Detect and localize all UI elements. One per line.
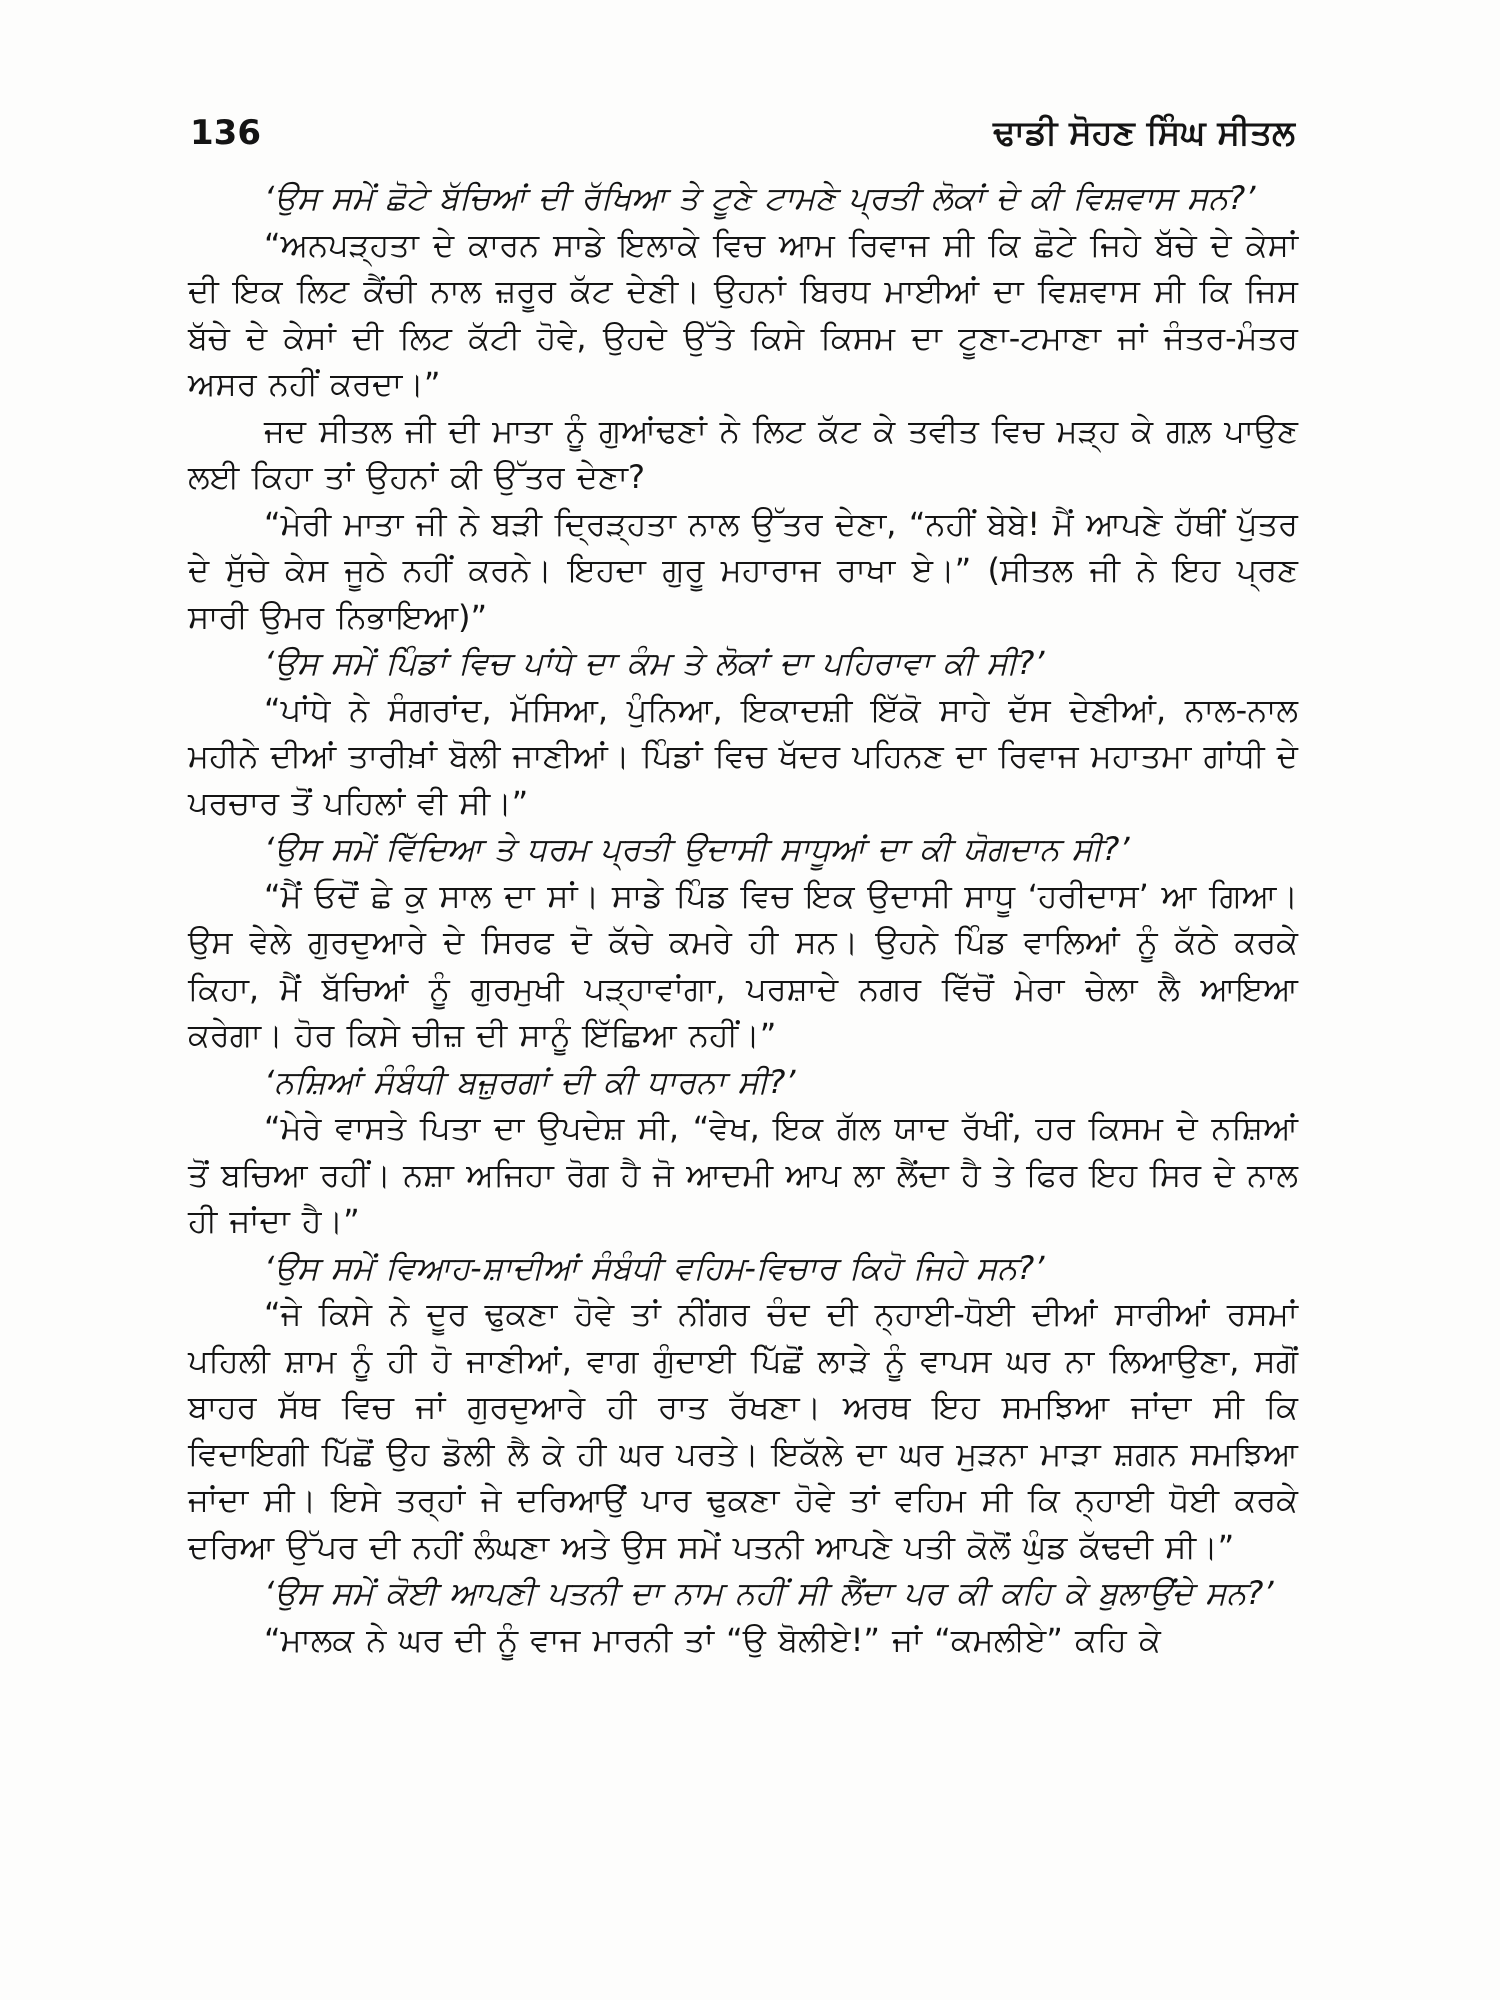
question-paragraph: ‘ਉਸ ਸਮੇਂ ਵਿਆਹ-ਸ਼ਾਦੀਆਂ ਸੰਬੰਧੀ ਵਹਿਮ-ਵਿਚਾਰ ਕਿਹੋ ਜਿਹੇ ਸਨ?’ (264, 1248, 1045, 1287)
page-body (188, 175, 1298, 1663)
page-number: 136 (190, 113, 261, 153)
question-paragraph: ‘ਨਸ਼ਿਆਂ ਸੰਬੰਧੀ ਬਜ਼ੁਰਗਾਂ ਦੀ ਕੀ ਧਾਰਨਾ ਸੀ?’ (264, 1062, 796, 1101)
narrative-paragraph: ਜਦ ਸੀਤਲ ਜੀ ਦੀ ਮਾਤਾ ਨੂੰ ਗੁਆਂਢਣਾਂ ਨੇ ਲਿਟ ਕੱਟ ਕੇ ਤਵੀਤ ਵਿਚ ਮੜ੍ਹ ਕੇ ਗਲ਼ ਪਾਉਣ ਲਈ ਕਿਹਾ ਤਾਂ ਉਹਨਾਂ ਕੀ ਉੱਤਰ ਦੇਣਾ? (188, 411, 1298, 496)
question-paragraph: ‘ਉਸ ਸਮੇਂ ਪਿੰਡਾਂ ਵਿਚ ਪਾਂਧੇ ਦਾ ਕੰਮ ਤੇ ਲੋਕਾਂ ਦਾ ਪਹਿਰਾਵਾ ਕੀ ਸੀ?’ (264, 644, 1045, 682)
answer-paragraph: “ਅਨਪੜ੍ਹਤਾ ਦੇ ਕਾਰਨ ਸਾਡੇ ਇਲਾਕੇ ਵਿਚ ਆਮ ਰਿਵਾਜ ਸੀ ਕਿ ਛੋਟੇ ਜਿਹੇ ਬੱਚੇ ਦੇ ਕੇਸਾਂ ਦੀ ਇਕ ਲਿਟ ਕੈਂਚੀ ਨਾਲ ਜ਼ਰੂਰ ਕੱਟ ਦੇਣੀ। ਉਹਨਾਂ ਬਿਰਧ ਮਾਈਆਂ ਦਾ ਵਿਸ਼ਵਾਸ ਸੀ ਕਿ ਜਿਸ ਬੱਚੇ ਦੇ ਕੇਸਾਂ ਦੀ ਲਿਟ ਕੱਟੀ ਹੋਵੇ, ਉਹਦੇ ਉੱਤੇ ਕਿਸੇ ਕਿਸਮ ਦਾ ਟੂਣਾ-ਟਮਾਣਾ ਜਾਂ ਜੰਤਰ-ਮੰਤਰ ਅਸਰ ਨਹੀਂ ਕਰਦਾ।” (188, 225, 1298, 403)
page-header (190, 108, 1295, 158)
answer-paragraph: “ਜੇ ਕਿਸੇ ਨੇ ਦੂਰ ਢੁਕਣਾ ਹੋਵੇ ਤਾਂ ਨੀਂਗਰ ਚੰਦ ਦੀ ਨ੍ਹਾਈ-ਧੋਈ ਦੀਆਂ ਸਾਰੀਆਂ ਰਸਮਾਂ ਪਹਿਲੀ ਸ਼ਾਮ ਨੂੰ ਹੀ ਹੋ ਜਾਣੀਆਂ, ਵਾਗ ਗੁੰਦਾਈ ਪਿੱਛੋਂ ਲਾੜੇ ਨੂੰ ਵਾਪਸ ਘਰ ਨਾ ਲਿਆਉਣਾ, ਸਗੋਂ ਬਾਹਰ ਸੱਥ ਵਿਚ ਜਾਂ ਗੁਰਦੁਆਰੇ ਹੀ ਰਾਤ ਰੱਖਣਾ। ਅਰਥ ਇਹ ਸਮਝਿਆ ਜਾਂਦਾ ਸੀ ਕਿ ਵਿਦਾਇਗੀ ਪਿੱਛੋਂ ਉਹ ਡੋਲੀ ਲੈ ਕੇ ਹੀ ਘਰ ਪਰਤੇ। ਇਕੱਲੇ ਦਾ ਘਰ ਮੁੜਨਾ ਮਾੜਾ ਸ਼ਗਨ ਸਮਝਿਆ ਜਾਂਦਾ ਸੀ। ਇਸੇ ਤਰ੍ਹਾਂ ਜੇ ਦਰਿਆਉਂ ਪਾਰ ਢੁਕਣਾ ਹੋਵੇ ਤਾਂ ਵਹਿਮ ਸੀ ਕਿ ਨ੍ਹਾਈ ਧੋਈ ਕਰਕੇ ਦਰਿਆ ਉੱਪਰ ਦੀ ਨਹੀਂ ਲੰਘਣਾ ਅਤੇ ਉਸ ਸਮੇਂ ਪਤਨੀ ਆਪਣੇ ਪਤੀ ਕੋਲੋਂ ਘੁੰਡ ਕੱਢਦੀ ਸੀ।” (188, 1295, 1298, 1566)
question-paragraph: ‘ਉਸ ਸਮੇਂ ਛੋਟੇ ਬੱਚਿਆਂ ਦੀ ਰੱਖਿਆ ਤੇ ਟੂਣੇ ਟਾਮਣੇ ਪ੍ਰਤੀ ਲੋਕਾਂ ਦੇ ਕੀ ਵਿਸ਼ਵਾਸ ਸਨ?’ (264, 179, 1256, 217)
answer-paragraph: “ਮੇਰੀ ਮਾਤਾ ਜੀ ਨੇ ਬੜੀ ਦ੍ਰਿੜ੍ਹਤਾ ਨਾਲ ਉੱਤਰ ਦੇਣਾ, “ਨਹੀਂ ਬੇਬੇ! ਮੈਂ ਆਪਣੇ ਹੱਥੀਂ ਪੁੱਤਰ ਦੇ ਸੁੱਚੇ ਕੇਸ ਜੂਠੇ ਨਹੀਂ ਕਰਨੇ। ਇਹਦਾ ਗੁਰੂ ਮਹਾਰਾਜ ਰਾਖਾ ਏ।” (ਸੀਤਲ ਜੀ ਨੇ ਇਹ ਪ੍ਰਣ ਸਾਰੀ ਉਮਰ ਨਿਭਾਇਆ)” (188, 504, 1298, 636)
question-paragraph: ‘ਉਸ ਸਮੇਂ ਵਿੱਦਿਆ ਤੇ ਧਰਮ ਪ੍ਰਤੀ ਉਦਾਸੀ ਸਾਧੂਆਂ ਦਾ ਕੀ ਯੋਗਦਾਨ ਸੀ?’ (264, 830, 1130, 868)
running-head: ਢਾਡੀ ਸੋਹਣ ਸਿੰਘ ਸੀਤਲ (993, 113, 1295, 153)
answer-paragraph: “ਪਾਂਧੇ ਨੇ ਸੰਗਰਾਂਦ, ਮੱਸਿਆ, ਪੁੰਨਿਆ, ਇਕਾਦਸ਼ੀ ਇੱਕੋ ਸਾਹੇ ਦੱਸ ਦੇਣੀਆਂ, ਨਾਲ-ਨਾਲ ਮਹੀਨੇ ਦੀਆਂ ਤਾਰੀਖ਼ਾਂ ਬੋਲੀ ਜਾਣੀਆਂ। ਪਿੰਡਾਂ ਵਿਚ ਖੱਦਰ ਪਹਿਨਣ ਦਾ ਰਿਵਾਜ ਮਹਾਤਮਾ ਗਾਂਧੀ ਦੇ ਪਰਚਾਰ ਤੋਂ ਪਹਿਲਾਂ ਵੀ ਸੀ।” (188, 690, 1298, 822)
answer-paragraph: “ਮੇਰੇ ਵਾਸਤੇ ਪਿਤਾ ਦਾ ਉਪਦੇਸ਼ ਸੀ, “ਵੇਖ, ਇਕ ਗੱਲ ਯਾਦ ਰੱਖੀਂ, ਹਰ ਕਿਸਮ ਦੇ ਨਸ਼ਿਆਂ ਤੋਂ ਬਚਿਆ ਰਹੀਂ। ਨਸ਼ਾ ਅਜਿਹਾ ਰੋਗ ਹੈ ਜੋ ਆਦਮੀ ਆਪ ਲਾ ਲੈਂਦਾ ਹੈ ਤੇ ਫਿਰ ਇਹ ਸਿਰ ਦੇ ਨਾਲ ਹੀ ਜਾਂਦਾ ਹੈ।” (188, 1109, 1298, 1240)
answer-paragraph: “ਮਾਲਕ ਨੇ ਘਰ ਦੀ ਨੂੰ ਵਾਜ ਮਾਰਨੀ ਤਾਂ “ਉ ਬੋਲੀਏ!” ਜਾਂ “ਕਮਲੀਏ” ਕਹਿ ਕੇ (264, 1620, 1161, 1659)
answer-paragraph: “ਮੈਂ ਓਦੋਂ ਛੇ ਕੁ ਸਾਲ ਦਾ ਸਾਂ। ਸਾਡੇ ਪਿੰਡ ਵਿਚ ਇਕ ਉਦਾਸੀ ਸਾਧੂ ‘ਹਰੀਦਾਸ’ ਆ ਗਿਆ। ਉਸ ਵੇਲੇ ਗੁਰਦੁਆਰੇ ਦੇ ਸਿਰਫ ਦੋ ਕੱਚੇ ਕਮਰੇ ਹੀ ਸਨ। ਉਹਨੇ ਪਿੰਡ ਵਾਲਿਆਂ ਨੂੰ ਕੱਠੇ ਕਰਕੇ ਕਿਹਾ, ਮੈਂ ਬੱਚਿਆਂ ਨੂੰ ਗੁਰਮੁਖੀ ਪੜ੍ਹਾਵਾਂਗਾ, ਪਰਸ਼ਾਦੇ ਨਗਰ ਵਿੱਚੋਂ ਮੇਰਾ ਚੇਲਾ ਲੈ ਆਇਆ ਕਰੇਗਾ। ਹੋਰ ਕਿਸੇ ਚੀਜ਼ ਦੀ ਸਾਨੂੰ ਇੱਛਿਆ ਨਹੀਂ।” (188, 876, 1298, 1054)
question-paragraph: ‘ਉਸ ਸਮੇਂ ਕੋਈ ਆਪਣੀ ਪਤਨੀ ਦਾ ਨਾਮ ਨਹੀਂ ਸੀ ਲੈਂਦਾ ਪਰ ਕੀ ਕਹਿ ਕੇ ਬੁਲਾਉਂਦੇ ਸਨ?’ (264, 1574, 1274, 1612)
